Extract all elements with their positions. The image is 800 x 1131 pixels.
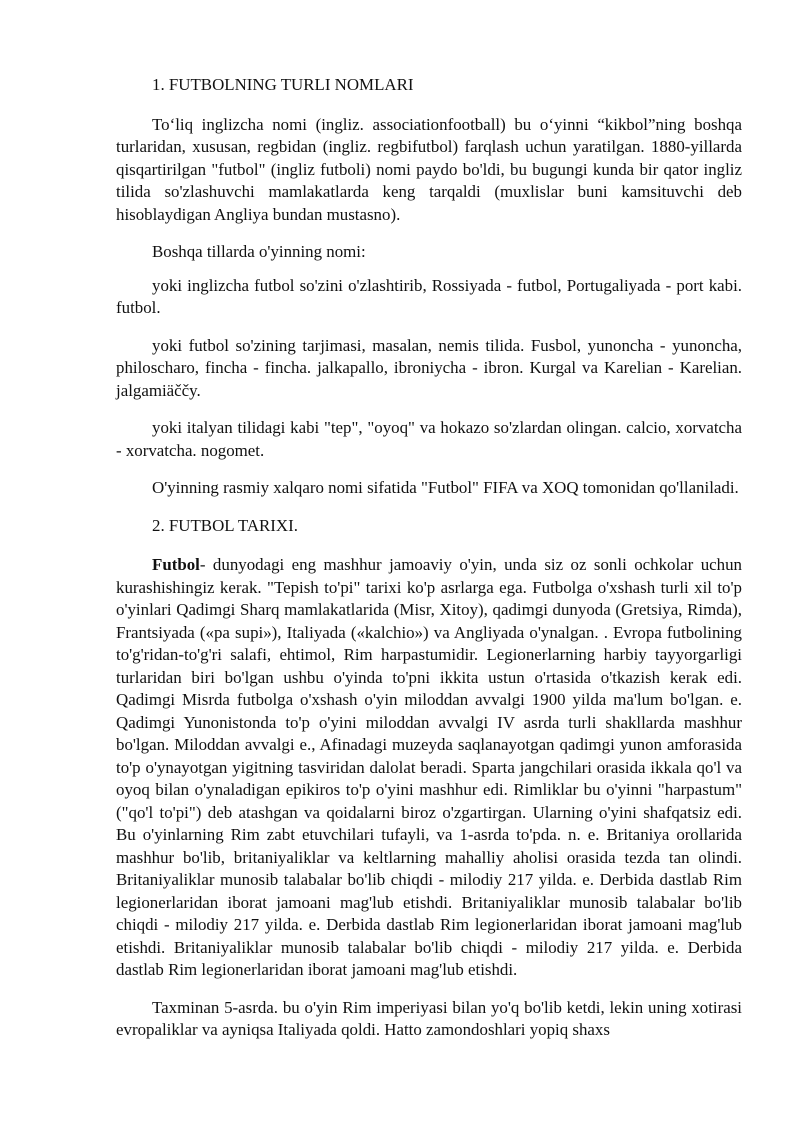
lead-word: Futbol (152, 555, 200, 574)
document-body (116, 74, 742, 1042)
paragraph-borrowed-name: yoki inglizcha futbol so'zini o'zlashtirib, Rossiyada - futbol, Portugaliyada - port kabi. futbol. (116, 275, 742, 317)
paragraph-closing: Taxminan 5-asrda. bu o'yin Rim imperiyasi bilan yo'q bo'lib ketdi, lekin uning xotirasi evropaliklar va ayniqsa Italiyada qoldi. Hatto zamondoshlari yopiq shaxs (116, 997, 742, 1039)
section-heading-names: 1. FUTBOLNING TURLI NOMLARI (152, 75, 414, 94)
paragraph-full-name: To‘liq inglizcha nomi (ingliz. associationfootball) bu o‘yinni “kikbol”ning boshqa turlaridan, xususan, regbidan (ingliz. regbifutbol) farqlash uchun yaratilgan. 1880-yillarda qisqartirilgan "futbol" (ingliz futboli) nomi paydo bo'ldi, bu bugungi kunda bir qator ingliz tilida so'zlashuvchi mamlakatlarda keng tarqaldi (muxlislar buni kamsituvchi deb hisoblaydigan Angliya bundan mustasno). (116, 114, 742, 224)
history-text: - dunyodagi eng mashhur jamoaviy o'yin, unda siz oz sonli ochkolar uchun kurashishingiz kerak. "Tepish to'pi" tarixi ko'p asrlarga ega. Futbolga o'xshash turli xil to'p o'yinlari Qadimgi Sharq mamlakatlarida (Misr, Xitoy), qadimgi dunyoda (Gretsiya, Rimda), Frantsiyada («pa supi»), Italiyada («kalchio») va Angliyada o'ynalgan. . Evropa futbolining to'g'ridan-to'g'ri salafi, ehtimol, Rim harpastumidir. Legionerlarning harbiy tayyorgarligi turlaridan biri bo'lgan ushbu o'yinda to'pni ikkita ustun o'rtasida o'tkazish kerak edi. Qadimgi Misrda futbolga o'xshash o'yin miloddan avvalgi 1900 yilda ma'lum bo'lgan. e. Qadimgi Yunonistonda to'p o'yini miloddan avvalgi IV asrda turli shakllarda mashhur bo'lgan. Miloddan avvalgi e., Afinadagi muzeyda saqlanayotgan qadimgi yunon amforasida to'p o'ynayotgan yigitning tasviridan dalolat beradi. Sparta jangchilari orasida ikkala qo'l va oyoq bilan o'ynaladigan epikiros to'p o'yini mashhur edi. Rimliklar bu o'yinni "harpastum" ("qo'l to'pi") deb atashgan va qoidalarni biroz o'zgartirgan. Ularning o'yini shafqatsiz edi. Bu o'yinlarning Rim zabt etuvchilari tufayli, va 1-asrda to'pda. n. e. Britaniya orollarida mashhur bo'lib, britaniyaliklar va keltlarning mahalliy aholisi orasida tezda tan olindi. Britaniyaliklar munosib talabalar bo'lib chiqdi - milodiy 217 yilda. e. Derbida dastlab Rim legionerlaridan iborat jamoani mag'lub etishdi. Britaniyaliklar munosib talabalar bo'lib chiqdi - milodiy 217 yilda. e. Derbida dastlab Rim legionerlaridan iborat jamoani mag'lub etishdi. Britaniyaliklar munosib talabalar bo'lib chiqdi - milodiy 217 yilda. e. Derbida dastlab Rim legionerlaridan iborat jamoani mag'lub etishdi. (116, 555, 742, 979)
section-heading-history: 2. FUTBOL TARIXI. (152, 515, 298, 535)
paragraph-translated-name: yoki futbol so'zining tarjimasi, masalan, nemis tilida. Fusbol, yunoncha - yunoncha, philoscharo, fincha - fincha. jalkapallo, ibroniycha - ibron. Kurgal va Karelian - Karelian. jalgamiäččy. (116, 335, 742, 400)
paragraph-other-languages: Boshqa tillarda o'yinning nomi: (152, 242, 366, 261)
paragraph-derived-name: yoki italyan tilidagi kabi "tep", "oyoq" va hokazo so'zlardan olingan. calcio, xorvatcha - xorvatcha. nogomet. (116, 418, 742, 460)
paragraph-official-name: O'yinning rasmiy xalqaro nomi sifatida "Futbol" FIFA va XOQ tomonidan qo'llaniladi. (152, 478, 739, 497)
paragraph-history (116, 554, 742, 982)
